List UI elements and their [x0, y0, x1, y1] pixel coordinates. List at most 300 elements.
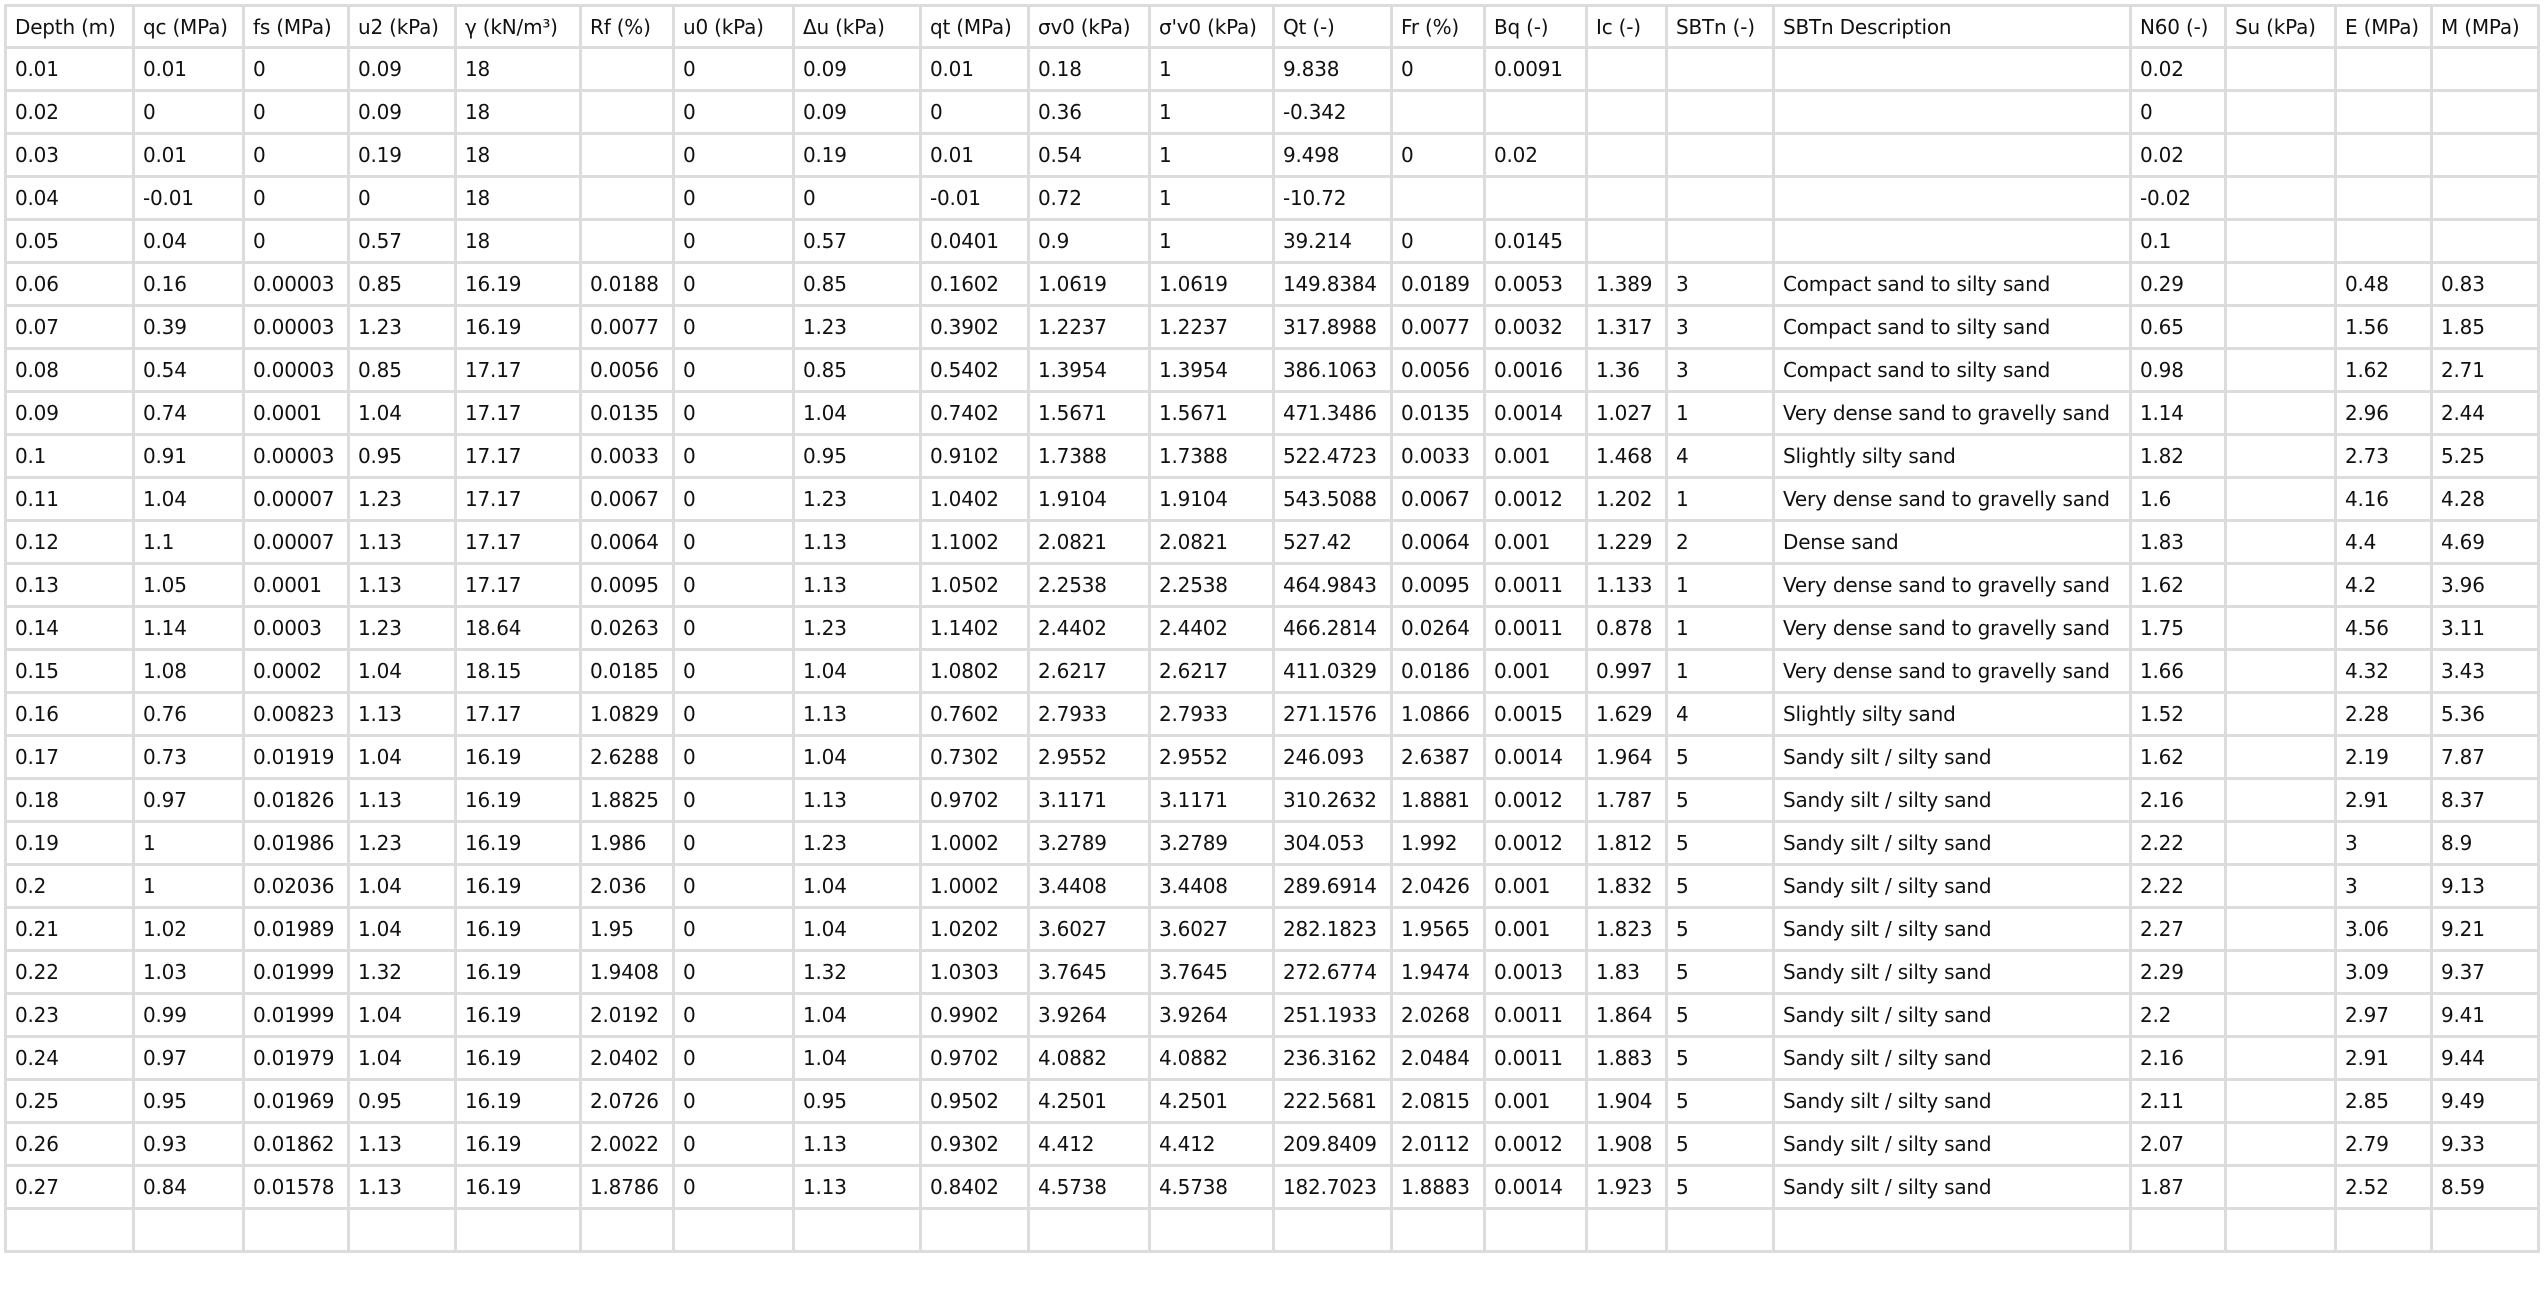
table-row: [6, 306, 2539, 349]
cell-u2: 1.13: [349, 1166, 456, 1209]
cell-N60: 0.02: [2131, 48, 2226, 91]
cell-Bq: 0.0012: [1485, 822, 1587, 865]
cell-u2: 1.04: [349, 736, 456, 779]
cell-M: 2.71: [2432, 349, 2539, 392]
cell-rf: 2.0726: [581, 1080, 674, 1123]
table-row: [6, 91, 2539, 134]
cell-sv0: 1.3954: [1029, 349, 1150, 392]
cell-Ic: [1587, 48, 1667, 91]
cell-du: 1.23: [794, 306, 921, 349]
cell-fs: 0.00007: [244, 521, 349, 564]
column-header-M: M (MPa): [2432, 6, 2539, 48]
cell-Fr: 0.0095: [1392, 564, 1485, 607]
cell-qc: 1.05: [134, 564, 244, 607]
cell-sv0eff: 3.1171: [1150, 779, 1274, 822]
cell-qc: 0.97: [134, 779, 244, 822]
cell-M: 2.44: [2432, 392, 2539, 435]
cell-sv0eff: 2.4402: [1150, 607, 1274, 650]
cell-N60: 0: [2131, 91, 2226, 134]
cell-depth: 0.06: [6, 263, 134, 306]
cell-qt: 0.9902: [921, 994, 1029, 1037]
cell-E: 4.2: [2336, 564, 2432, 607]
cell-depth: 0.16: [6, 693, 134, 736]
cell-qc: 1.03: [134, 951, 244, 994]
cell-gamma: 17.17: [456, 349, 581, 392]
cell-SBTn: 5: [1667, 1037, 1774, 1080]
cell-SBTn: [1667, 91, 1774, 134]
cell-SBTn: 5: [1667, 822, 1774, 865]
cell-N60: 2.07: [2131, 1123, 2226, 1166]
cell-u2: 1.13: [349, 521, 456, 564]
cell-E: 4.32: [2336, 650, 2432, 693]
cell-E: 2.91: [2336, 779, 2432, 822]
cell-N60: 2.29: [2131, 951, 2226, 994]
cell-Bq: 0.001: [1485, 650, 1587, 693]
cell-SBTnDesc: Very dense sand to gravelly sand: [1774, 392, 2131, 435]
cell-rf: 0.0077: [581, 306, 674, 349]
column-header-Ic: Ic (-): [1587, 6, 1667, 48]
cell-N60: 1.6: [2131, 478, 2226, 521]
cell-fs: 0.0003: [244, 607, 349, 650]
cell-Fr: 1.8883: [1392, 1166, 1485, 1209]
cell-Bq: 0.0011: [1485, 564, 1587, 607]
cell-depth: 0.1: [6, 435, 134, 478]
cell-sv0eff: 1.0619: [1150, 263, 1274, 306]
cell-gamma: 16.19: [456, 865, 581, 908]
cell-du: 1.13: [794, 564, 921, 607]
cell-sv0: 4.5738: [1029, 1166, 1150, 1209]
cell-Bq: 0.001: [1485, 1080, 1587, 1123]
cell-gamma: 16.19: [456, 736, 581, 779]
cell-depth: 0.17: [6, 736, 134, 779]
cell-SBTnDesc: Sandy silt / silty sand: [1774, 1080, 2131, 1123]
cell-qt: 0: [921, 91, 1029, 134]
cell-qt: 1.0303: [921, 951, 1029, 994]
cell-fs: 0.02036: [244, 865, 349, 908]
cell-M: 9.13: [2432, 865, 2539, 908]
cell-u0: 0: [674, 951, 794, 994]
cell-depth: 0.05: [6, 220, 134, 263]
cell-u2: [349, 1209, 456, 1252]
cell-du: 1.32: [794, 951, 921, 994]
cell-fs: 0.00003: [244, 263, 349, 306]
cell-Bq: 0.001: [1485, 435, 1587, 478]
cell-depth: 0.2: [6, 865, 134, 908]
cell-M: 3.11: [2432, 607, 2539, 650]
column-header-N60: N60 (-): [2131, 6, 2226, 48]
cell-Fr: 0: [1392, 134, 1485, 177]
cell-fs: 0.01919: [244, 736, 349, 779]
cell-gamma: 17.17: [456, 392, 581, 435]
cell-N60: 0.98: [2131, 349, 2226, 392]
cell-depth: 0.18: [6, 779, 134, 822]
cell-sv0eff: 3.6027: [1150, 908, 1274, 951]
cell-SBTn: [1667, 1209, 1774, 1252]
cell-Ic: 1.468: [1587, 435, 1667, 478]
cell-depth: 0.12: [6, 521, 134, 564]
cell-Fr: 2.6387: [1392, 736, 1485, 779]
cell-Su: [2226, 48, 2336, 91]
cell-qt: -0.01: [921, 177, 1029, 220]
cell-SBTn: 2: [1667, 521, 1774, 564]
cell-Ic: 1.864: [1587, 994, 1667, 1037]
cell-Su: [2226, 1037, 2336, 1080]
cell-Qt: 304.053: [1274, 822, 1392, 865]
cell-u0: 0: [674, 263, 794, 306]
column-header-SBTnDesc: SBTn Description: [1774, 6, 2131, 48]
cell-Bq: 0.0016: [1485, 349, 1587, 392]
cell-Qt: 39.214: [1274, 220, 1392, 263]
cell-Qt: 246.093: [1274, 736, 1392, 779]
cell-sv0: 2.4402: [1029, 607, 1150, 650]
cell-Bq: 0.0012: [1485, 478, 1587, 521]
cpt-results-table: [4, 4, 2540, 1253]
cell-gamma: 18.64: [456, 607, 581, 650]
cell-Bq: 0.0091: [1485, 48, 1587, 91]
column-header-depth: Depth (m): [6, 6, 134, 48]
cell-rf: 2.6288: [581, 736, 674, 779]
cell-u0: 0: [674, 1123, 794, 1166]
cell-qc: 0.74: [134, 392, 244, 435]
cell-depth: 0.22: [6, 951, 134, 994]
cell-sv0eff: 1: [1150, 177, 1274, 220]
cell-Bq: 0.0014: [1485, 1166, 1587, 1209]
cell-qc: 0.84: [134, 1166, 244, 1209]
cell-du: 0.95: [794, 435, 921, 478]
cell-du: 1.13: [794, 779, 921, 822]
cell-fs: 0.01986: [244, 822, 349, 865]
cell-qc: 1: [134, 865, 244, 908]
cell-Fr: 2.0484: [1392, 1037, 1485, 1080]
cell-Ic: 1.229: [1587, 521, 1667, 564]
cell-rf: 0.0095: [581, 564, 674, 607]
cell-qc: 1.1: [134, 521, 244, 564]
cell-E: 2.85: [2336, 1080, 2432, 1123]
cell-SBTnDesc: Sandy silt / silty sand: [1774, 1123, 2131, 1166]
cell-u0: 0: [674, 392, 794, 435]
cell-depth: 0.21: [6, 908, 134, 951]
cell-SBTnDesc: Very dense sand to gravelly sand: [1774, 478, 2131, 521]
cell-Qt: -0.342: [1274, 91, 1392, 134]
cell-qc: 0.39: [134, 306, 244, 349]
cell-u2: 1.04: [349, 392, 456, 435]
cell-sv0eff: 2.9552: [1150, 736, 1274, 779]
cell-fs: 0.01578: [244, 1166, 349, 1209]
cell-fs: 0.01969: [244, 1080, 349, 1123]
cell-M: 9.44: [2432, 1037, 2539, 1080]
cell-sv0: 2.7933: [1029, 693, 1150, 736]
cell-qt: 0.5402: [921, 349, 1029, 392]
cell-Bq: 0.0145: [1485, 220, 1587, 263]
cell-qc: 1.04: [134, 478, 244, 521]
cell-u2: 1.04: [349, 1037, 456, 1080]
cell-qc: [134, 1209, 244, 1252]
cell-Fr: 0.0186: [1392, 650, 1485, 693]
cell-depth: 0.03: [6, 134, 134, 177]
cell-Fr: 0.0189: [1392, 263, 1485, 306]
cell-E: 1.56: [2336, 306, 2432, 349]
cell-sv0: 3.1171: [1029, 779, 1150, 822]
cell-Su: [2226, 220, 2336, 263]
cell-fs: 0: [244, 177, 349, 220]
cell-Su: [2226, 435, 2336, 478]
cell-rf: 0.0067: [581, 478, 674, 521]
cell-M: 5.25: [2432, 435, 2539, 478]
cell-u2: 1.23: [349, 607, 456, 650]
cell-SBTnDesc: Sandy silt / silty sand: [1774, 1166, 2131, 1209]
cell-rf: 2.0192: [581, 994, 674, 1037]
column-header-qc: qc (MPa): [134, 6, 244, 48]
table-row: [6, 48, 2539, 91]
cell-rf: 2.0402: [581, 1037, 674, 1080]
cell-Ic: 1.823: [1587, 908, 1667, 951]
cell-sv0eff: 1.3954: [1150, 349, 1274, 392]
cell-sv0: 1.9104: [1029, 478, 1150, 521]
column-header-rf: Rf (%): [581, 6, 674, 48]
cell-gamma: 18: [456, 91, 581, 134]
cell-Su: [2226, 822, 2336, 865]
cell-Su: [2226, 736, 2336, 779]
cell-Bq: 0.0011: [1485, 607, 1587, 650]
cell-Su: [2226, 1080, 2336, 1123]
cell-sv0eff: [1150, 1209, 1274, 1252]
cell-N60: 1.82: [2131, 435, 2226, 478]
cell-gamma: 16.19: [456, 1166, 581, 1209]
cell-fs: 0.00003: [244, 306, 349, 349]
cell-E: [2336, 134, 2432, 177]
cell-rf: 0.0056: [581, 349, 674, 392]
cell-M: 0.83: [2432, 263, 2539, 306]
table-row: [6, 994, 2539, 1037]
cell-Bq: 0.0053: [1485, 263, 1587, 306]
cell-qt: 1.0802: [921, 650, 1029, 693]
cell-Fr: [1392, 1209, 1485, 1252]
column-header-Fr: Fr (%): [1392, 6, 1485, 48]
cell-depth: 0.08: [6, 349, 134, 392]
cell-sv0eff: 1: [1150, 220, 1274, 263]
cell-du: 1.13: [794, 1123, 921, 1166]
cell-Ic: 1.964: [1587, 736, 1667, 779]
cell-sv0: 0.54: [1029, 134, 1150, 177]
cell-gamma: 17.17: [456, 693, 581, 736]
cell-rf: 0.0135: [581, 392, 674, 435]
cell-SBTn: 3: [1667, 349, 1774, 392]
cell-fs: 0: [244, 91, 349, 134]
cell-Su: [2226, 908, 2336, 951]
cell-N60: 1.62: [2131, 736, 2226, 779]
cell-gamma: 18.15: [456, 650, 581, 693]
cell-sv0: 1.0619: [1029, 263, 1150, 306]
cell-Bq: [1485, 177, 1587, 220]
cell-Bq: 0.02: [1485, 134, 1587, 177]
column-header-Bq: Bq (-): [1485, 6, 1587, 48]
cell-Su: [2226, 392, 2336, 435]
cell-Su: [2226, 306, 2336, 349]
cell-M: 8.37: [2432, 779, 2539, 822]
cell-E: [2336, 220, 2432, 263]
cell-qc: 0.01: [134, 48, 244, 91]
cell-SBTn: 5: [1667, 1123, 1774, 1166]
cell-qc: 1.14: [134, 607, 244, 650]
cell-qc: 0.73: [134, 736, 244, 779]
table-row: [6, 177, 2539, 220]
cell-depth: 0.04: [6, 177, 134, 220]
cell-du: 1.23: [794, 478, 921, 521]
cell-M: [2432, 220, 2539, 263]
cell-gamma: 17.17: [456, 564, 581, 607]
cell-gamma: 16.19: [456, 306, 581, 349]
cell-E: 2.73: [2336, 435, 2432, 478]
cell-gamma: 18: [456, 177, 581, 220]
cell-Fr: 0: [1392, 48, 1485, 91]
cell-rf: [581, 91, 674, 134]
cell-SBTn: 3: [1667, 306, 1774, 349]
cell-E: 4.16: [2336, 478, 2432, 521]
cell-rf: 0.0263: [581, 607, 674, 650]
cell-Ic: 0.878: [1587, 607, 1667, 650]
cell-u0: 0: [674, 1166, 794, 1209]
cell-qc: 0.99: [134, 994, 244, 1037]
cell-qt: 1.0002: [921, 822, 1029, 865]
column-header-gamma: γ (kN/m³): [456, 6, 581, 48]
cell-u2: 1.23: [349, 478, 456, 521]
cell-u2: 1.13: [349, 693, 456, 736]
cell-du: 0.09: [794, 91, 921, 134]
cell-du: 0.19: [794, 134, 921, 177]
cell-sv0eff: 2.0821: [1150, 521, 1274, 564]
table-row: [6, 220, 2539, 263]
cell-qc: 0.01: [134, 134, 244, 177]
cell-M: 8.59: [2432, 1166, 2539, 1209]
cell-depth: 0.24: [6, 1037, 134, 1080]
cell-sv0eff: 1.9104: [1150, 478, 1274, 521]
cell-gamma: 17.17: [456, 478, 581, 521]
cell-Su: [2226, 521, 2336, 564]
cell-SBTnDesc: [1774, 220, 2131, 263]
cell-Qt: 182.7023: [1274, 1166, 1392, 1209]
cell-Fr: 2.0268: [1392, 994, 1485, 1037]
cell-depth: 0.19: [6, 822, 134, 865]
cell-fs: 0: [244, 134, 349, 177]
cell-Qt: 209.8409: [1274, 1123, 1392, 1166]
cell-M: 1.85: [2432, 306, 2539, 349]
cell-du: [794, 1209, 921, 1252]
cell-Ic: 1.883: [1587, 1037, 1667, 1080]
cell-SBTn: 5: [1667, 1166, 1774, 1209]
cell-SBTnDesc: Sandy silt / silty sand: [1774, 736, 2131, 779]
cell-N60: 2.22: [2131, 865, 2226, 908]
cell-qc: 0.16: [134, 263, 244, 306]
cell-Ic: [1587, 1209, 1667, 1252]
cell-Bq: [1485, 91, 1587, 134]
cell-sv0: 2.2538: [1029, 564, 1150, 607]
table-row: [6, 908, 2539, 951]
cell-Bq: 0.001: [1485, 521, 1587, 564]
cell-fs: 0: [244, 48, 349, 91]
cell-N60: 1.14: [2131, 392, 2226, 435]
cell-fs: 0.01989: [244, 908, 349, 951]
cell-E: [2336, 48, 2432, 91]
cell-qt: 0.9102: [921, 435, 1029, 478]
cell-u2: 0: [349, 177, 456, 220]
cell-N60: 2.27: [2131, 908, 2226, 951]
cell-Ic: 1.133: [1587, 564, 1667, 607]
cell-u2: 0.85: [349, 263, 456, 306]
cell-depth: 0.09: [6, 392, 134, 435]
cell-sv0: 3.7645: [1029, 951, 1150, 994]
cell-SBTn: 5: [1667, 994, 1774, 1037]
cell-gamma: 16.19: [456, 263, 581, 306]
cell-Bq: 0.001: [1485, 908, 1587, 951]
cell-du: 0.09: [794, 48, 921, 91]
table-row: [6, 1166, 2539, 1209]
cell-SBTnDesc: Compact sand to silty sand: [1774, 263, 2131, 306]
cell-u2: 1.04: [349, 908, 456, 951]
cell-Ic: [1587, 134, 1667, 177]
cell-Fr: 1.992: [1392, 822, 1485, 865]
cell-Bq: 0.0011: [1485, 994, 1587, 1037]
cell-N60: -0.02: [2131, 177, 2226, 220]
cell-N60: 1.87: [2131, 1166, 2226, 1209]
cell-du: 1.04: [794, 908, 921, 951]
cell-Fr: 0.0033: [1392, 435, 1485, 478]
cell-fs: 0.00003: [244, 349, 349, 392]
cell-Fr: 0.0056: [1392, 349, 1485, 392]
cell-u2: 0.85: [349, 349, 456, 392]
cell-sv0: 2.6217: [1029, 650, 1150, 693]
cell-rf: 1.8786: [581, 1166, 674, 1209]
column-header-du: Δu (kPa): [794, 6, 921, 48]
cell-u2: 1.13: [349, 564, 456, 607]
cell-fs: 0.01999: [244, 994, 349, 1037]
cell-rf: [581, 220, 674, 263]
cell-Ic: 1.202: [1587, 478, 1667, 521]
cell-Ic: 1.027: [1587, 392, 1667, 435]
cell-sv0eff: 4.2501: [1150, 1080, 1274, 1123]
column-header-u2: u2 (kPa): [349, 6, 456, 48]
cell-SBTnDesc: Sandy silt / silty sand: [1774, 865, 2131, 908]
cell-Ic: [1587, 91, 1667, 134]
cell-fs: 0.00003: [244, 435, 349, 478]
table-row: [6, 564, 2539, 607]
cell-du: 0.85: [794, 349, 921, 392]
cell-qt: 0.7402: [921, 392, 1029, 435]
cell-Su: [2226, 951, 2336, 994]
column-header-u0: u0 (kPa): [674, 6, 794, 48]
cell-M: [2432, 134, 2539, 177]
table-row: [6, 1209, 2539, 1252]
cell-Qt: 386.1063: [1274, 349, 1392, 392]
cell-M: 9.41: [2432, 994, 2539, 1037]
cell-SBTnDesc: Dense sand: [1774, 521, 2131, 564]
cell-u0: 0: [674, 91, 794, 134]
cell-M: 4.69: [2432, 521, 2539, 564]
cell-u0: 0: [674, 650, 794, 693]
cell-Su: [2226, 693, 2336, 736]
cell-du: 0.57: [794, 220, 921, 263]
table-row: [6, 521, 2539, 564]
cell-N60: 0.1: [2131, 220, 2226, 263]
cell-Bq: 0.0032: [1485, 306, 1587, 349]
cell-Qt: 271.1576: [1274, 693, 1392, 736]
cell-Qt: 289.6914: [1274, 865, 1392, 908]
cpt-results-table-container: [4, 4, 2540, 1253]
cell-fs: [244, 1209, 349, 1252]
column-header-Qt: Qt (-): [1274, 6, 1392, 48]
cell-Su: [2226, 607, 2336, 650]
cell-sv0eff: 3.7645: [1150, 951, 1274, 994]
cell-Fr: 1.0866: [1392, 693, 1485, 736]
